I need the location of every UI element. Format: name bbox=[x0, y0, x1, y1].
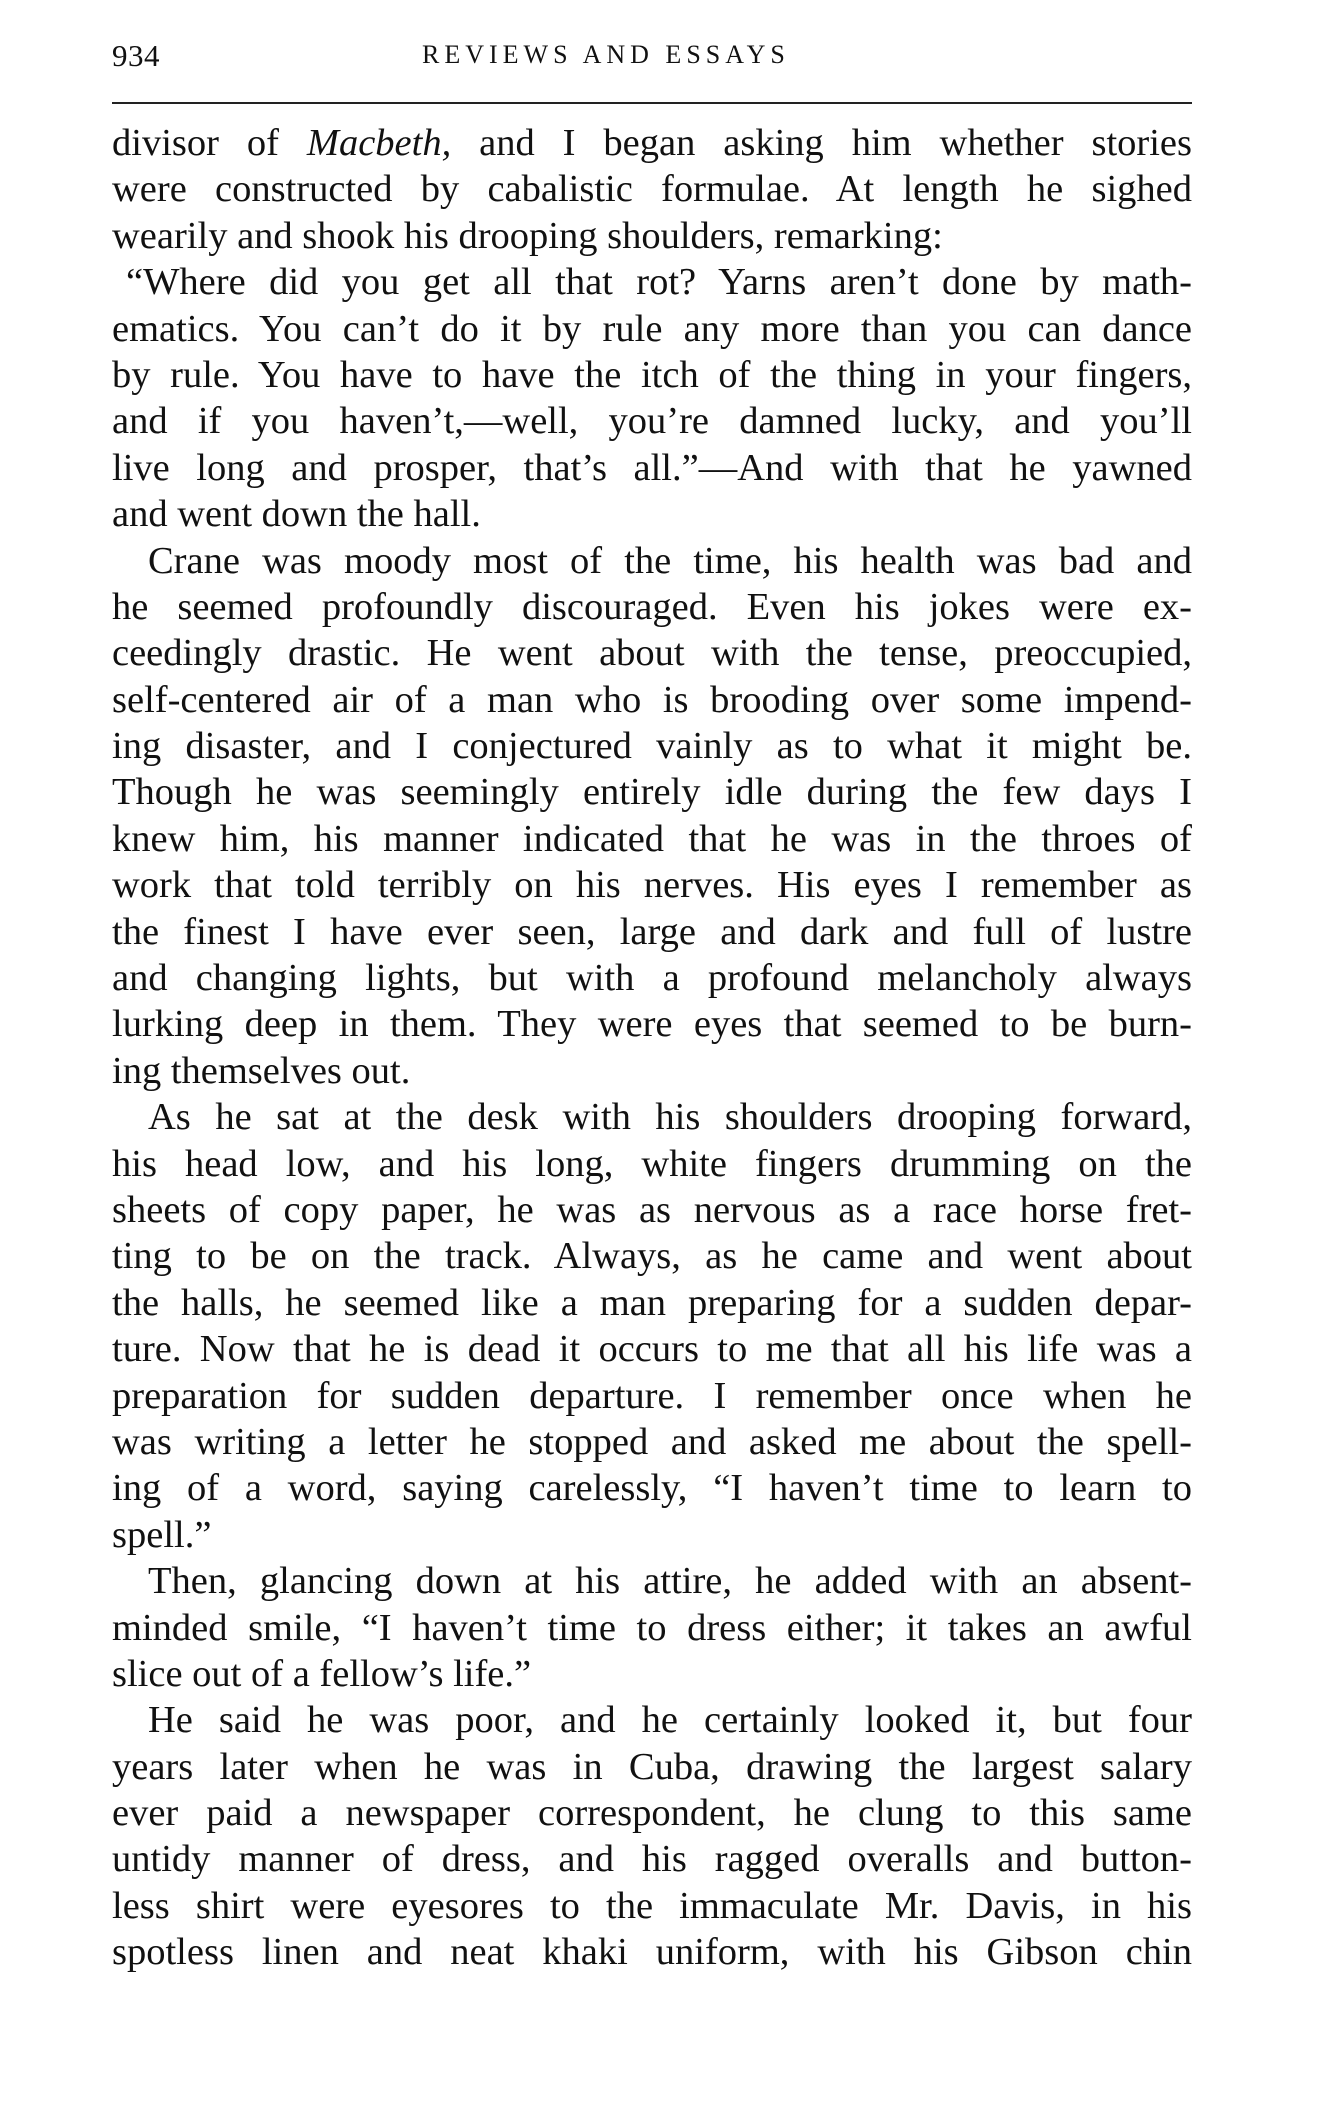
italic-title: Macbeth, bbox=[306, 122, 452, 164]
text-line: were constructed by cabalistic formulae. At length he sighed bbox=[112, 168, 1192, 211]
running-title: REVIEWS AND ESSAYS bbox=[422, 40, 790, 69]
text-line: untidy manner of dress, and his ragged overalls and button- bbox=[112, 1838, 1192, 1881]
text-line: Then, glancing down at his attire, he added with an absent- bbox=[148, 1560, 1192, 1603]
text-line: “Where did you get all that rot? Yarns aren’t done by math- bbox=[126, 261, 1192, 304]
page-number: 934 bbox=[112, 38, 160, 73]
text-line: ture. Now that he is dead it occurs to me that all his life was a bbox=[112, 1328, 1192, 1371]
book-page bbox=[112, 38, 1192, 1976]
text-line: the finest I have ever seen, large and dark and full of lustre bbox=[112, 910, 1192, 953]
text-line: knew him, his manner indicated that he was in the throes of bbox=[112, 817, 1192, 860]
text-line: ing themselves out. bbox=[112, 1049, 411, 1092]
body-text bbox=[112, 120, 1192, 1976]
text-line: ever paid a newspaper correspondent, he clung to this same bbox=[112, 1792, 1192, 1835]
text-line: Though he was seemingly entirely idle during the few days I bbox=[112, 771, 1192, 814]
text-line: preparation for sudden departure. I remember once when he bbox=[112, 1374, 1192, 1417]
text-line: his head low, and his long, white fingers drumming on the bbox=[112, 1142, 1192, 1185]
text-line: self-centered air of a man who is brooding over some impend- bbox=[112, 678, 1192, 721]
running-head bbox=[112, 38, 1192, 78]
text-line: ematics. You can’t do it by rule any more than you can dance bbox=[112, 307, 1192, 350]
text-line: by rule. You have to have the itch of the thing in your fingers, bbox=[112, 353, 1192, 396]
text-line: divisor of Macbeth, and I began asking him whether stories bbox=[112, 122, 1192, 164]
text-line: ing of a word, saying carelessly, “I haven’t time to learn to bbox=[112, 1467, 1192, 1510]
text-line: less shirt were eyesores to the immaculate Mr. Davis, in his bbox=[112, 1884, 1192, 1927]
text-line: ting to be on the track. Always, as he came and went about bbox=[112, 1235, 1192, 1278]
text-line: minded smile, “I haven’t time to dress either; it takes an awful bbox=[112, 1606, 1192, 1649]
text-line: and went down the hall. bbox=[112, 493, 481, 536]
text-line: spell.” bbox=[112, 1513, 212, 1556]
text-line: he seemed profoundly discouraged. Even his jokes were ex- bbox=[112, 585, 1192, 628]
text-line: live long and prosper, that’s all.”—And with that he yawned bbox=[112, 446, 1192, 489]
text-line: wearily and shook his drooping shoulders, remarking: bbox=[112, 214, 943, 257]
text-line: Crane was moody most of the time, his health was bad and bbox=[148, 539, 1192, 582]
text-line: spotless linen and neat khaki uniform, with his Gibson chin bbox=[112, 1931, 1192, 1974]
text-line: work that told terribly on his nerves. His eyes I remember as bbox=[112, 864, 1192, 907]
text-line: As he sat at the desk with his shoulders drooping forward, bbox=[148, 1096, 1192, 1139]
text-line: years later when he was in Cuba, drawing the largest salary bbox=[112, 1745, 1192, 1788]
text-line: was writing a letter he stopped and asked me about the spell- bbox=[112, 1420, 1192, 1463]
text-line: lurking deep in them. They were eyes that seemed to be burn- bbox=[112, 1003, 1192, 1046]
text-line: the halls, he seemed like a man preparing for a sudden depar- bbox=[112, 1281, 1192, 1324]
text-line: sheets of copy paper, he was as nervous as a race horse fret- bbox=[112, 1188, 1192, 1231]
text-line: ing disaster, and I conjectured vainly as to what it might be. bbox=[112, 725, 1192, 768]
header-rule bbox=[112, 102, 1192, 104]
text-line: and changing lights, but with a profound melancholy always bbox=[112, 957, 1192, 1000]
text-line: and if you haven’t,—well, you’re damned lucky, and you’ll bbox=[112, 400, 1192, 443]
text-line: ceedingly drastic. He went about with the tense, preoccupied, bbox=[112, 632, 1192, 675]
text-line: slice out of a fellow’s life.” bbox=[112, 1652, 532, 1695]
text-line: He said he was poor, and he certainly looked it, but four bbox=[148, 1699, 1192, 1742]
